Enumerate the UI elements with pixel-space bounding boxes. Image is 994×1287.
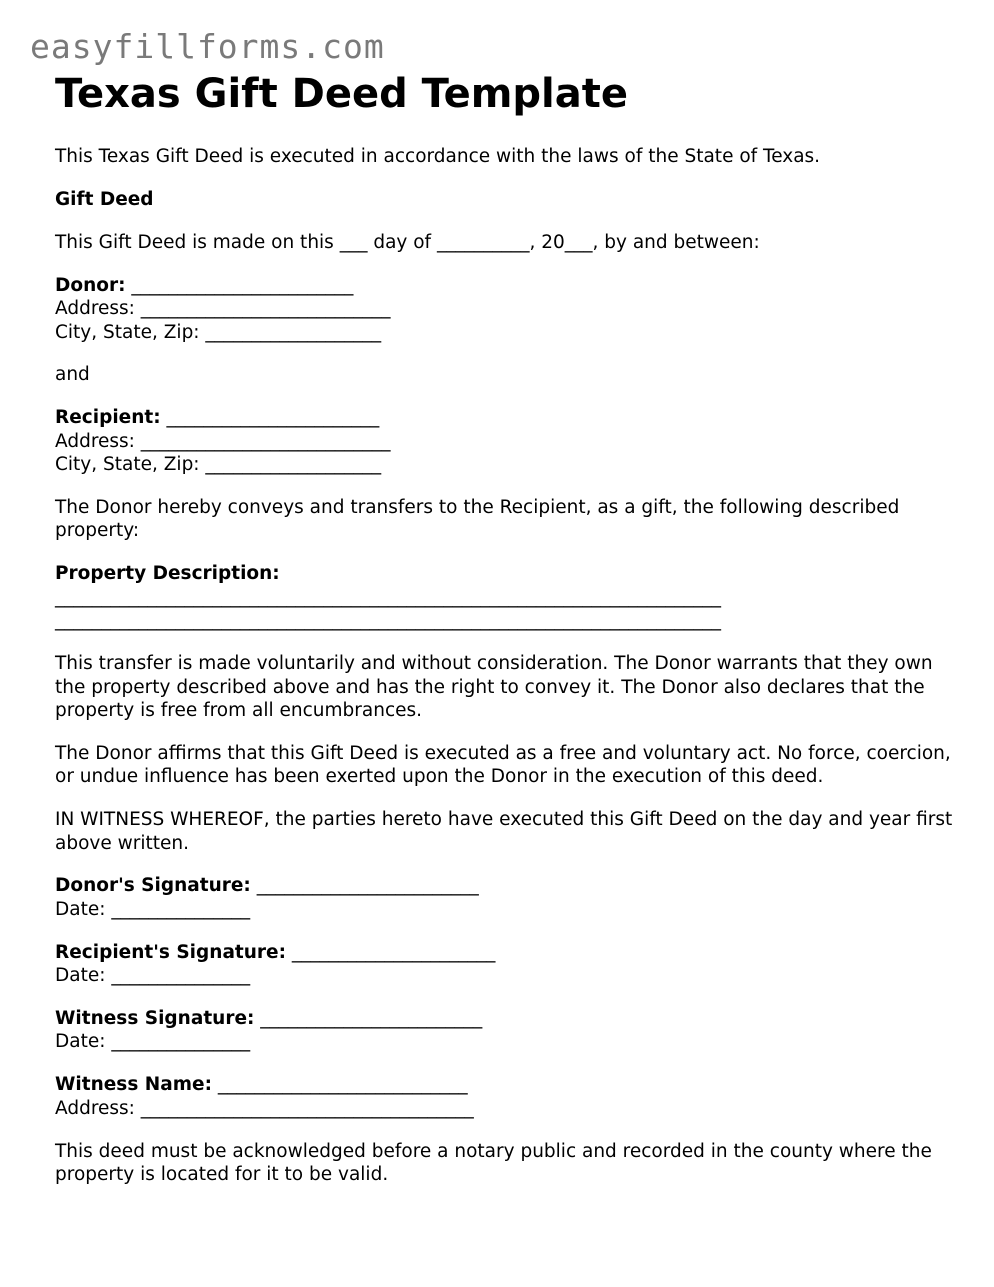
property-line-1: ________________________________________________________________________	[55, 586, 721, 608]
donor-signature-label: Donor's Signature:	[55, 875, 251, 897]
property-block	[55, 562, 955, 632]
donor-signature-block	[55, 874, 955, 921]
and-text: and	[55, 364, 90, 386]
recipient-address: Address: ___________________________	[55, 430, 391, 452]
donor-block	[55, 274, 955, 344]
watermark: easyfillforms.com	[30, 27, 385, 66]
section-heading: Gift Deed	[55, 188, 154, 210]
recipient-signature-blank: ______________________	[286, 941, 496, 963]
witness-signature-label: Witness Signature:	[55, 1008, 255, 1030]
recipient-line	[55, 406, 955, 429]
donor-signature-line	[55, 874, 955, 897]
witness-signature-date: Date: _______________	[55, 1031, 251, 1053]
voluntary-paragraph: This transfer is made voluntarily and without consideration. The Donor warrants that they own the property described above and has the right to convey it. The Donor also declares that the property is free from all encumbrances.	[55, 653, 933, 721]
page-title: Texas Gift Deed Template	[55, 71, 629, 117]
witness-signature-line	[55, 1007, 955, 1030]
property-label: Property Description:	[55, 563, 280, 585]
donor-blank: ________________________	[125, 274, 354, 296]
affirm-paragraph: The Donor affirms that this Gift Deed is executed as a free and voluntary act. No force, coercion, or undue influence has been exerted upon the Donor in the execution of this deed.	[55, 742, 951, 788]
witness-name-label: Witness Name:	[55, 1074, 212, 1096]
recipient-signature-block	[55, 941, 955, 988]
witness-signature-block	[55, 1007, 955, 1054]
recipient-blank: _______________________	[160, 407, 380, 429]
recipient-signature-line	[55, 941, 955, 964]
intro-text: This Texas Gift Deed is executed in accordance with the laws of the State of Texas.	[55, 146, 821, 167]
recipient-block	[55, 406, 955, 476]
closing-paragraph: This deed must be acknowledged before a notary public and recorded in the county where the property is located for it to be valid.	[55, 1140, 932, 1186]
donor-signature-blank: ________________________	[250, 875, 479, 897]
convey-text: The Donor hereby conveys and transfers to the Recipient, as a gift, the following described property:	[55, 497, 900, 542]
donor-label: Donor:	[55, 274, 126, 296]
recipient-label: Recipient:	[55, 407, 161, 429]
witness-address: Address: ____________________________________	[55, 1097, 474, 1119]
witness-name-block	[55, 1073, 955, 1120]
made-on-line: This Gift Deed is made on this ___ day of __________, 20___, by and between:	[55, 231, 760, 253]
donor-line	[55, 274, 955, 297]
donor-address: Address: ___________________________	[55, 298, 391, 320]
witness-signature-blank: ________________________	[254, 1008, 483, 1030]
recipient-signature-date: Date: _______________	[55, 965, 251, 987]
recipient-signature-label: Recipient's Signature:	[55, 941, 287, 963]
property-line-2: ________________________________________________________________________	[55, 610, 721, 632]
document	[55, 70, 955, 1187]
recipient-city: City, State, Zip: ___________________	[55, 454, 382, 476]
donor-city: City, State, Zip: ___________________	[55, 321, 382, 343]
witness-name-blank: ___________________________	[211, 1074, 468, 1096]
witness-paragraph: IN WITNESS WHEREOF, the parties hereto have executed this Gift Deed on the day and year first above written.	[55, 809, 953, 854]
donor-signature-date: Date: _______________	[55, 898, 251, 920]
witness-name-line	[55, 1073, 955, 1096]
